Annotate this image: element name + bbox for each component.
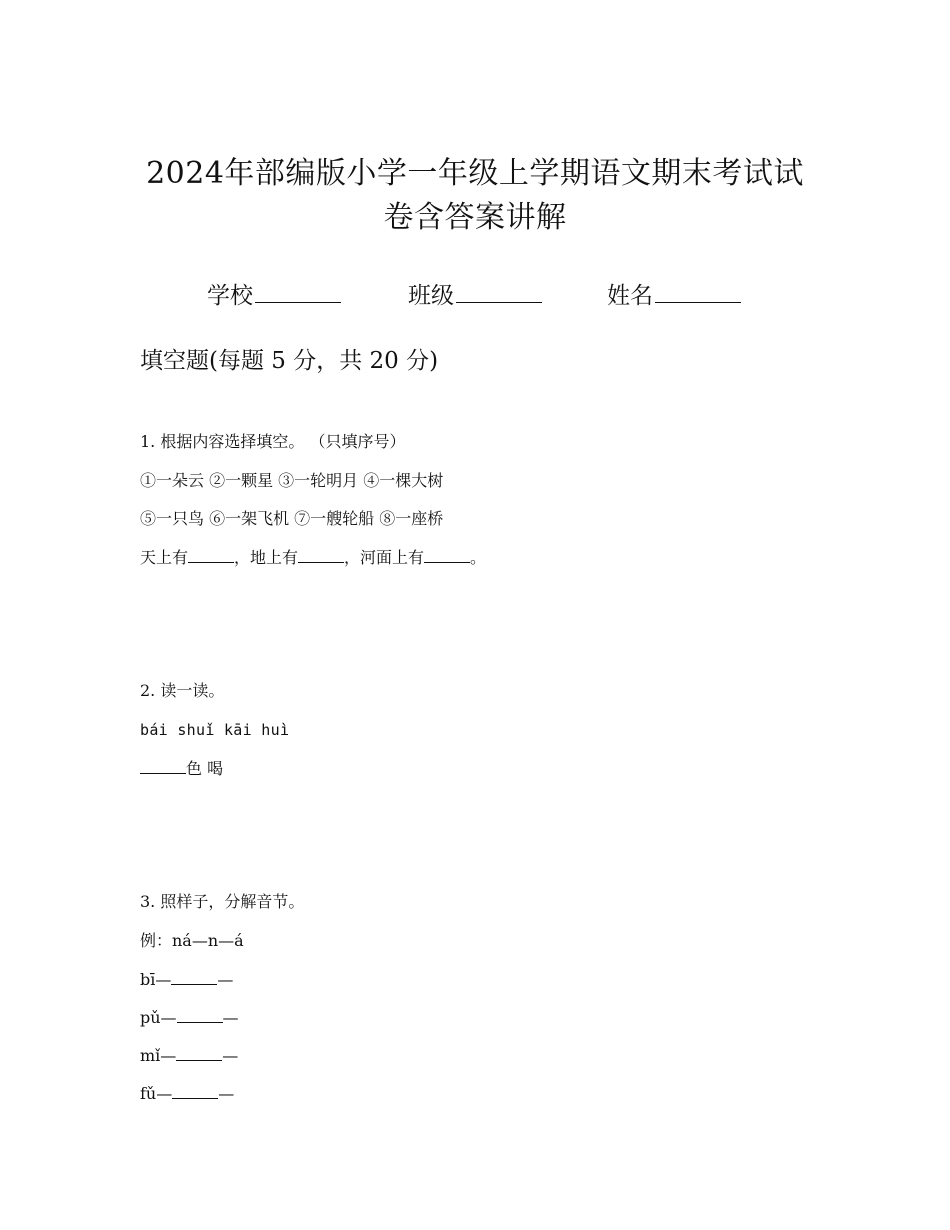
q3-item [140, 1044, 238, 1068]
q1-options-line-2: ⑤一只鸟 ⑥一架飞机 ⑦一艘轮船 ⑧一座桥 [140, 509, 444, 528]
q1-blank-1 [188, 546, 234, 563]
class-label: 班级 [408, 283, 454, 309]
q1-blank-2 [298, 546, 344, 563]
q3-item-blank [172, 1082, 218, 1099]
q3-item-tail: — [217, 970, 234, 989]
q3-item [140, 968, 233, 992]
document-title-line-2: 卷含答案讲解 [383, 200, 567, 235]
q3-item-blank [176, 1044, 222, 1061]
q3-item-syllable: fǔ— [140, 1084, 173, 1103]
q1-fill-part-4: 。 [470, 548, 487, 567]
q1-prompt: 1. 根据内容选择填空。 （只填序号） [140, 432, 406, 451]
section-heading: 填空题(每题 5 分，共 20 分) [140, 348, 439, 374]
class-field [408, 276, 542, 313]
name-label: 姓名 [607, 283, 653, 309]
school-blank [255, 276, 341, 303]
q3-item-syllable: bī— [140, 970, 172, 989]
q2-chars-line [140, 757, 223, 781]
q3-item-blank [171, 968, 217, 985]
q1-fill-part-1: 天上有 [140, 548, 189, 567]
q3-item-tail: — [222, 1046, 239, 1065]
class-blank [456, 276, 542, 303]
q3-item-tail: — [222, 1008, 239, 1027]
school-field [207, 276, 341, 313]
q2-chars: 色 喝 [186, 759, 224, 778]
q3-item-syllable: pǔ— [140, 1008, 177, 1027]
q1-blank-3 [424, 546, 470, 563]
q3-example: 例：ná—n—á [140, 931, 244, 950]
q1-fill-line [140, 546, 486, 570]
q3-item-blank [177, 1006, 223, 1023]
q2-prompt: 2. 读一读。 [140, 681, 225, 700]
name-field [607, 276, 741, 313]
q3-item-syllable: mǐ— [140, 1046, 177, 1065]
q1-fill-part-3: ，河面上有 [344, 548, 425, 567]
q3-prompt: 3. 照样子，分解音节。 [140, 892, 305, 911]
q1-options-line-1: ①一朵云 ②一颗星 ③一轮明月 ④一棵大树 [140, 471, 444, 490]
q1-fill-part-2: ，地上有 [234, 548, 299, 567]
q3-item [140, 1006, 239, 1030]
school-label: 学校 [207, 283, 253, 309]
document-title-line-1: 2024年部编版小学一年级上学期语文期末考试试 [146, 156, 804, 191]
q3-item-tail: — [218, 1084, 235, 1103]
q2-pinyin: bái shuǐ kāi huì [140, 721, 290, 739]
name-blank [655, 276, 741, 303]
q2-blank [140, 757, 186, 774]
q3-item [140, 1082, 234, 1106]
